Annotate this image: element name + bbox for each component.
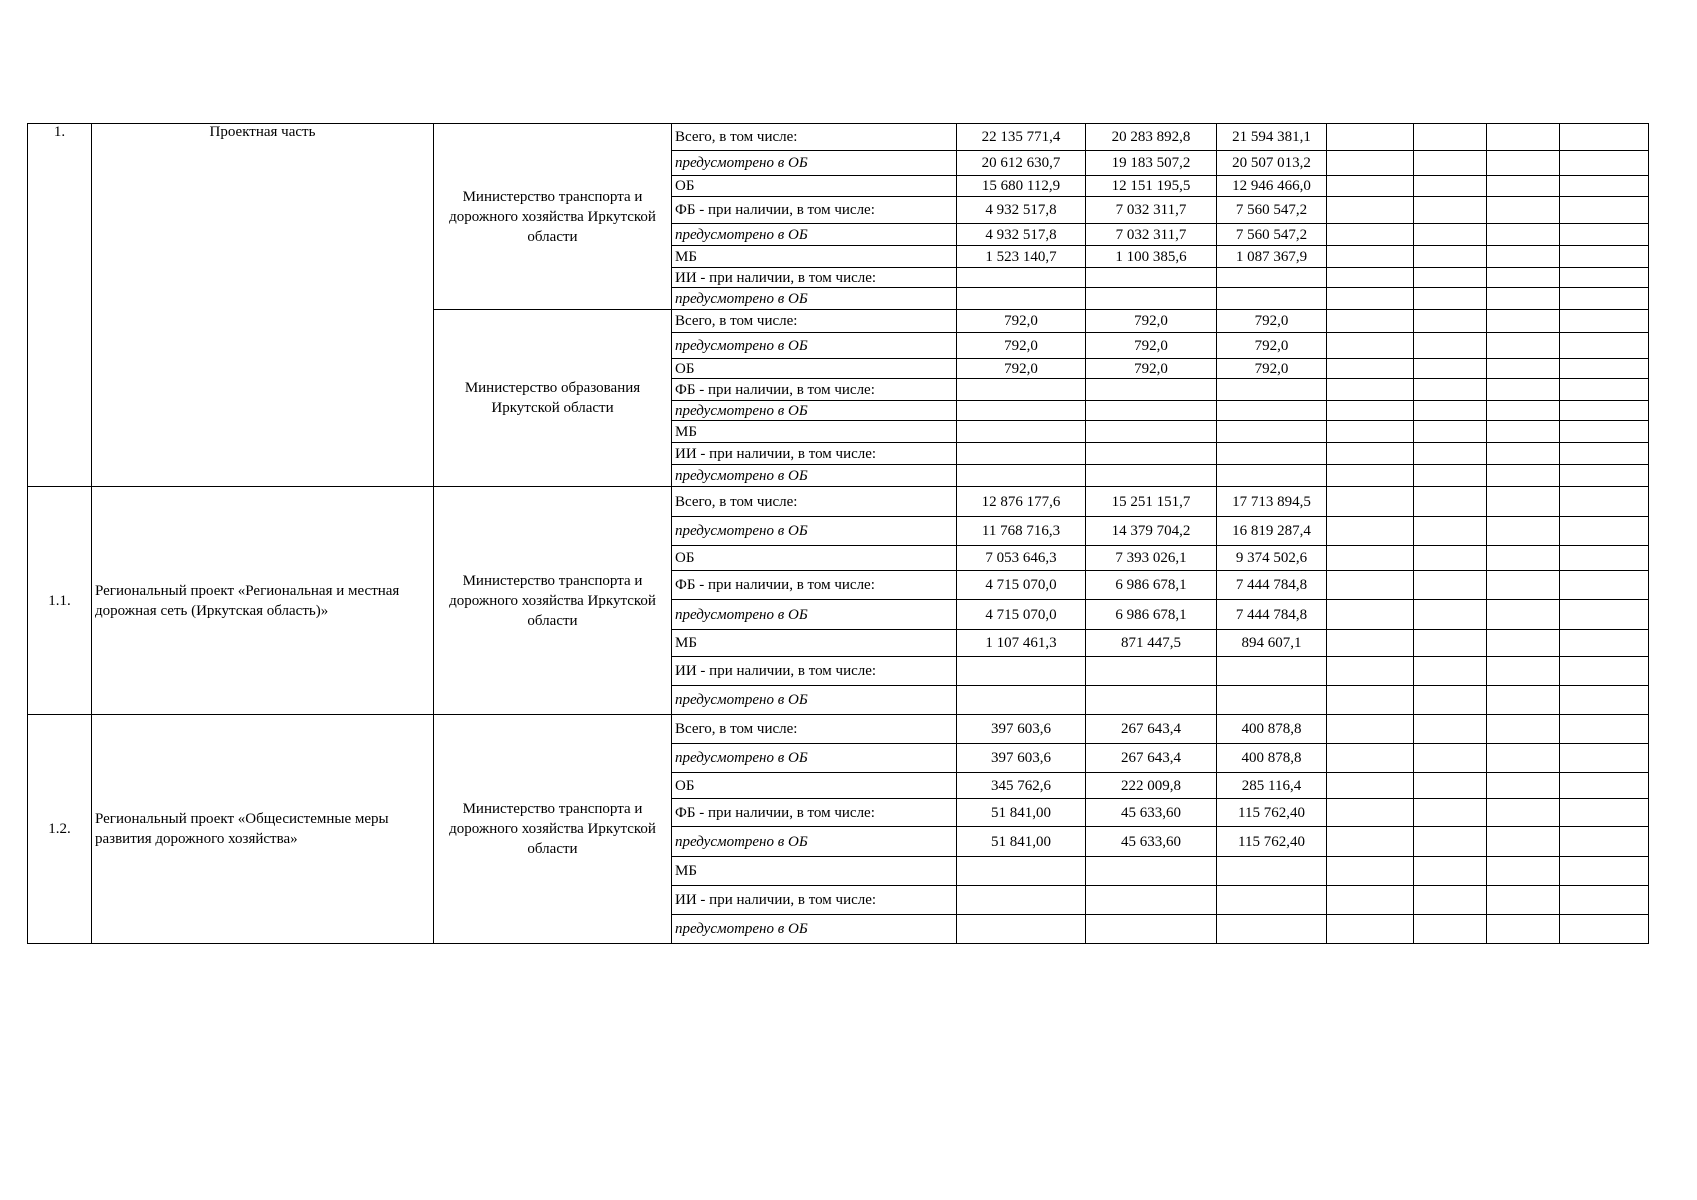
- funding-source-label: ФБ - при наличии, в том числе:: [672, 799, 957, 827]
- amount-cell: 894 607,1: [1217, 630, 1327, 657]
- empty-cell: [1327, 151, 1414, 176]
- funding-source-label: МБ: [672, 857, 957, 886]
- funding-source-label: ИИ - при наличии, в том числе:: [672, 443, 957, 465]
- empty-cell: [1327, 443, 1414, 465]
- empty-cell: [1327, 246, 1414, 268]
- amount-cell: 22 135 771,4: [957, 124, 1086, 151]
- amount-cell: 1 100 385,6: [1086, 246, 1217, 268]
- amount-cell: 792,0: [1217, 333, 1327, 359]
- empty-cell: [1414, 571, 1487, 600]
- amount-cell: 45 633,60: [1086, 827, 1217, 857]
- amount-cell: [1086, 443, 1217, 465]
- empty-cell: [1560, 715, 1649, 744]
- empty-cell: [1487, 124, 1560, 151]
- amount-cell: 9 374 502,6: [1217, 546, 1327, 571]
- amount-cell: [1217, 657, 1327, 686]
- amount-cell: [957, 886, 1086, 915]
- amount-cell: 1 107 461,3: [957, 630, 1086, 657]
- empty-cell: [1414, 333, 1487, 359]
- empty-cell: [1487, 546, 1560, 571]
- amount-cell: [957, 379, 1086, 401]
- empty-cell: [1560, 600, 1649, 630]
- funding-source-label: Всего, в том числе:: [672, 715, 957, 744]
- empty-cell: [1327, 915, 1414, 944]
- empty-cell: [1327, 224, 1414, 246]
- empty-cell: [1327, 715, 1414, 744]
- amount-cell: 267 643,4: [1086, 715, 1217, 744]
- empty-cell: [1487, 359, 1560, 379]
- amount-cell: 7 032 311,7: [1086, 197, 1217, 224]
- empty-cell: [1414, 401, 1487, 421]
- empty-cell: [1327, 288, 1414, 310]
- funding-source-label: предусмотрено в ОБ: [672, 333, 957, 359]
- amount-cell: [1086, 465, 1217, 487]
- amount-cell: [1217, 857, 1327, 886]
- amount-cell: [1217, 379, 1327, 401]
- empty-cell: [1414, 487, 1487, 517]
- empty-cell: [1414, 715, 1487, 744]
- empty-cell: [1414, 886, 1487, 915]
- amount-cell: 285 116,4: [1217, 773, 1327, 799]
- funding-source-label: Всего, в том числе:: [672, 310, 957, 333]
- empty-cell: [1414, 773, 1487, 799]
- empty-cell: [1487, 401, 1560, 421]
- amount-cell: [957, 686, 1086, 715]
- amount-cell: [1086, 379, 1217, 401]
- empty-cell: [1560, 465, 1649, 487]
- amount-cell: 792,0: [1217, 310, 1327, 333]
- empty-cell: [1560, 827, 1649, 857]
- responsible-executor: Министерство образования Иркутской области: [434, 310, 672, 487]
- empty-cell: [1560, 197, 1649, 224]
- empty-cell: [1487, 715, 1560, 744]
- amount-cell: 51 841,00: [957, 799, 1086, 827]
- empty-cell: [1414, 268, 1487, 288]
- empty-cell: [1414, 744, 1487, 773]
- funding-source-label: Всего, в том числе:: [672, 124, 957, 151]
- funding-source-label: предусмотрено в ОБ: [672, 151, 957, 176]
- amount-cell: 792,0: [957, 310, 1086, 333]
- amount-cell: 1 087 367,9: [1217, 246, 1327, 268]
- amount-cell: 20 283 892,8: [1086, 124, 1217, 151]
- empty-cell: [1327, 886, 1414, 915]
- empty-cell: [1327, 744, 1414, 773]
- empty-cell: [1560, 124, 1649, 151]
- funding-source-label: ФБ - при наличии, в том числе:: [672, 571, 957, 600]
- amount-cell: 792,0: [1086, 333, 1217, 359]
- empty-cell: [1560, 288, 1649, 310]
- empty-cell: [1487, 333, 1560, 359]
- empty-cell: [1560, 571, 1649, 600]
- amount-cell: [957, 443, 1086, 465]
- funding-source-label: предусмотрено в ОБ: [672, 686, 957, 715]
- empty-cell: [1487, 224, 1560, 246]
- amount-cell: 345 762,6: [957, 773, 1086, 799]
- amount-cell: 20 612 630,7: [957, 151, 1086, 176]
- empty-cell: [1487, 744, 1560, 773]
- empty-cell: [1327, 827, 1414, 857]
- empty-cell: [1487, 799, 1560, 827]
- empty-cell: [1487, 886, 1560, 915]
- empty-cell: [1487, 310, 1560, 333]
- empty-cell: [1414, 288, 1487, 310]
- amount-cell: 792,0: [957, 333, 1086, 359]
- empty-cell: [1560, 546, 1649, 571]
- amount-cell: 15 251 151,7: [1086, 487, 1217, 517]
- funding-source-label: предусмотрено в ОБ: [672, 744, 957, 773]
- empty-cell: [1327, 517, 1414, 546]
- empty-cell: [1414, 857, 1487, 886]
- amount-cell: 20 507 013,2: [1217, 151, 1327, 176]
- empty-cell: [1414, 686, 1487, 715]
- table-row: [28, 487, 1649, 517]
- empty-cell: [1560, 657, 1649, 686]
- empty-cell: [1327, 630, 1414, 657]
- empty-cell: [1327, 359, 1414, 379]
- amount-cell: [957, 268, 1086, 288]
- empty-cell: [1327, 197, 1414, 224]
- amount-cell: 6 986 678,1: [1086, 571, 1217, 600]
- empty-cell: [1327, 686, 1414, 715]
- amount-cell: 400 878,8: [1217, 715, 1327, 744]
- amount-cell: [1217, 421, 1327, 443]
- empty-cell: [1487, 268, 1560, 288]
- amount-cell: 12 876 177,6: [957, 487, 1086, 517]
- empty-cell: [1414, 246, 1487, 268]
- empty-cell: [1560, 773, 1649, 799]
- empty-cell: [1487, 857, 1560, 886]
- empty-cell: [1487, 487, 1560, 517]
- empty-cell: [1487, 686, 1560, 715]
- amount-cell: 7 560 547,2: [1217, 197, 1327, 224]
- amount-cell: 7 444 784,8: [1217, 571, 1327, 600]
- table-row: [28, 715, 1649, 744]
- amount-cell: 7 393 026,1: [1086, 546, 1217, 571]
- funding-source-label: предусмотрено в ОБ: [672, 827, 957, 857]
- empty-cell: [1560, 224, 1649, 246]
- empty-cell: [1560, 487, 1649, 517]
- amount-cell: 792,0: [1086, 310, 1217, 333]
- empty-cell: [1487, 246, 1560, 268]
- amount-cell: [1217, 886, 1327, 915]
- amount-cell: [1086, 886, 1217, 915]
- funding-source-label: предусмотрено в ОБ: [672, 915, 957, 944]
- amount-cell: 397 603,6: [957, 715, 1086, 744]
- amount-cell: [1086, 857, 1217, 886]
- funding-source-label: Всего, в том числе:: [672, 487, 957, 517]
- empty-cell: [1414, 443, 1487, 465]
- amount-cell: [1217, 915, 1327, 944]
- amount-cell: 4 715 070,0: [957, 600, 1086, 630]
- empty-cell: [1327, 176, 1414, 197]
- amount-cell: [957, 401, 1086, 421]
- amount-cell: [957, 288, 1086, 310]
- amount-cell: 21 594 381,1: [1217, 124, 1327, 151]
- empty-cell: [1414, 359, 1487, 379]
- empty-cell: [1414, 197, 1487, 224]
- amount-cell: [957, 915, 1086, 944]
- empty-cell: [1487, 657, 1560, 686]
- funding-source-label: ОБ: [672, 176, 957, 197]
- funding-source-label: МБ: [672, 421, 957, 443]
- empty-cell: [1560, 630, 1649, 657]
- empty-cell: [1414, 421, 1487, 443]
- amount-cell: 1 523 140,7: [957, 246, 1086, 268]
- amount-cell: 792,0: [957, 359, 1086, 379]
- amount-cell: 6 986 678,1: [1086, 600, 1217, 630]
- empty-cell: [1327, 379, 1414, 401]
- section-name: Региональный проект «Региональная и местная дорожная сеть (Иркутская область)»: [92, 487, 434, 715]
- empty-cell: [1414, 151, 1487, 176]
- funding-source-label: ИИ - при наличии, в том числе:: [672, 886, 957, 915]
- funding-source-label: предусмотрено в ОБ: [672, 465, 957, 487]
- empty-cell: [1414, 915, 1487, 944]
- amount-cell: [1217, 268, 1327, 288]
- table-body: [28, 124, 1649, 944]
- empty-cell: [1327, 600, 1414, 630]
- amount-cell: 7 560 547,2: [1217, 224, 1327, 246]
- empty-cell: [1327, 857, 1414, 886]
- empty-cell: [1487, 379, 1560, 401]
- funding-source-label: предусмотрено в ОБ: [672, 517, 957, 546]
- empty-cell: [1414, 124, 1487, 151]
- empty-cell: [1327, 546, 1414, 571]
- amount-cell: 19 183 507,2: [1086, 151, 1217, 176]
- amount-cell: 15 680 112,9: [957, 176, 1086, 197]
- amount-cell: 7 032 311,7: [1086, 224, 1217, 246]
- empty-cell: [1327, 401, 1414, 421]
- amount-cell: [1217, 401, 1327, 421]
- empty-cell: [1487, 571, 1560, 600]
- amount-cell: 400 878,8: [1217, 744, 1327, 773]
- empty-cell: [1414, 310, 1487, 333]
- amount-cell: 45 633,60: [1086, 799, 1217, 827]
- amount-cell: 792,0: [1217, 359, 1327, 379]
- empty-cell: [1327, 268, 1414, 288]
- funding-source-label: предусмотрено в ОБ: [672, 288, 957, 310]
- empty-cell: [1560, 443, 1649, 465]
- empty-cell: [1487, 197, 1560, 224]
- empty-cell: [1327, 310, 1414, 333]
- amount-cell: [1217, 288, 1327, 310]
- amount-cell: 115 762,40: [1217, 799, 1327, 827]
- amount-cell: 12 151 195,5: [1086, 176, 1217, 197]
- amount-cell: [1086, 288, 1217, 310]
- funding-source-label: ИИ - при наличии, в том числе:: [672, 657, 957, 686]
- empty-cell: [1414, 379, 1487, 401]
- empty-cell: [1327, 487, 1414, 517]
- section-name: Региональный проект «Общесистемные меры развития дорожного хозяйства»: [92, 715, 434, 944]
- empty-cell: [1487, 176, 1560, 197]
- empty-cell: [1560, 268, 1649, 288]
- funding-source-label: ОБ: [672, 546, 957, 571]
- amount-cell: 397 603,6: [957, 744, 1086, 773]
- amount-cell: [957, 465, 1086, 487]
- empty-cell: [1414, 657, 1487, 686]
- amount-cell: 4 715 070,0: [957, 571, 1086, 600]
- empty-cell: [1414, 465, 1487, 487]
- amount-cell: 51 841,00: [957, 827, 1086, 857]
- amount-cell: [957, 421, 1086, 443]
- funding-source-label: предусмотрено в ОБ: [672, 224, 957, 246]
- empty-cell: [1414, 600, 1487, 630]
- amount-cell: 12 946 466,0: [1217, 176, 1327, 197]
- section-number: 1.1.: [28, 487, 92, 715]
- funding-source-label: предусмотрено в ОБ: [672, 401, 957, 421]
- empty-cell: [1414, 799, 1487, 827]
- amount-cell: [957, 857, 1086, 886]
- empty-cell: [1327, 333, 1414, 359]
- empty-cell: [1560, 517, 1649, 546]
- responsible-executor: Министерство транспорта и дорожного хозяйства Иркутской области: [434, 487, 672, 715]
- empty-cell: [1327, 571, 1414, 600]
- section-name: Проектная часть: [92, 124, 434, 487]
- section-number: 1.2.: [28, 715, 92, 944]
- amount-cell: [1086, 421, 1217, 443]
- empty-cell: [1560, 401, 1649, 421]
- empty-cell: [1560, 246, 1649, 268]
- amount-cell: [1086, 915, 1217, 944]
- empty-cell: [1560, 744, 1649, 773]
- empty-cell: [1560, 799, 1649, 827]
- amount-cell: 4 932 517,8: [957, 224, 1086, 246]
- empty-cell: [1560, 915, 1649, 944]
- amount-cell: 17 713 894,5: [1217, 487, 1327, 517]
- empty-cell: [1327, 465, 1414, 487]
- empty-cell: [1487, 600, 1560, 630]
- empty-cell: [1487, 773, 1560, 799]
- empty-cell: [1487, 288, 1560, 310]
- amount-cell: [1086, 268, 1217, 288]
- amount-cell: 7 053 646,3: [957, 546, 1086, 571]
- empty-cell: [1560, 886, 1649, 915]
- funding-source-label: МБ: [672, 246, 957, 268]
- empty-cell: [1560, 310, 1649, 333]
- empty-cell: [1487, 151, 1560, 176]
- empty-cell: [1487, 827, 1560, 857]
- amount-cell: 792,0: [1086, 359, 1217, 379]
- amount-cell: [1217, 443, 1327, 465]
- funding-source-label: ФБ - при наличии, в том числе:: [672, 379, 957, 401]
- amount-cell: 4 932 517,8: [957, 197, 1086, 224]
- empty-cell: [1560, 379, 1649, 401]
- responsible-executor: Министерство транспорта и дорожного хозяйства Иркутской области: [434, 124, 672, 310]
- empty-cell: [1487, 517, 1560, 546]
- amount-cell: [1217, 465, 1327, 487]
- empty-cell: [1560, 151, 1649, 176]
- funding-source-label: предусмотрено в ОБ: [672, 600, 957, 630]
- table-row: [28, 124, 1649, 151]
- funding-source-label: ИИ - при наличии, в том числе:: [672, 268, 957, 288]
- responsible-executor: Министерство транспорта и дорожного хозяйства Иркутской области: [434, 715, 672, 944]
- empty-cell: [1414, 546, 1487, 571]
- amount-cell: 11 768 716,3: [957, 517, 1086, 546]
- empty-cell: [1327, 657, 1414, 686]
- empty-cell: [1560, 421, 1649, 443]
- funding-source-label: ОБ: [672, 359, 957, 379]
- amount-cell: [1217, 686, 1327, 715]
- empty-cell: [1414, 517, 1487, 546]
- amount-cell: [1086, 686, 1217, 715]
- section-number: 1.: [28, 124, 92, 487]
- amount-cell: [1086, 657, 1217, 686]
- empty-cell: [1487, 630, 1560, 657]
- empty-cell: [1414, 176, 1487, 197]
- amount-cell: 222 009,8: [1086, 773, 1217, 799]
- empty-cell: [1327, 124, 1414, 151]
- empty-cell: [1487, 465, 1560, 487]
- empty-cell: [1327, 773, 1414, 799]
- amount-cell: 115 762,40: [1217, 827, 1327, 857]
- empty-cell: [1487, 421, 1560, 443]
- empty-cell: [1414, 224, 1487, 246]
- empty-cell: [1560, 857, 1649, 886]
- empty-cell: [1414, 827, 1487, 857]
- empty-cell: [1327, 799, 1414, 827]
- empty-cell: [1327, 421, 1414, 443]
- empty-cell: [1560, 686, 1649, 715]
- budget-table: [27, 123, 1649, 944]
- amount-cell: 16 819 287,4: [1217, 517, 1327, 546]
- amount-cell: [1086, 401, 1217, 421]
- amount-cell: 267 643,4: [1086, 744, 1217, 773]
- amount-cell: [957, 657, 1086, 686]
- amount-cell: 871 447,5: [1086, 630, 1217, 657]
- funding-source-label: ФБ - при наличии, в том числе:: [672, 197, 957, 224]
- funding-source-label: ОБ: [672, 773, 957, 799]
- funding-source-label: МБ: [672, 630, 957, 657]
- amount-cell: 14 379 704,2: [1086, 517, 1217, 546]
- amount-cell: 7 444 784,8: [1217, 600, 1327, 630]
- empty-cell: [1560, 333, 1649, 359]
- empty-cell: [1487, 915, 1560, 944]
- empty-cell: [1560, 359, 1649, 379]
- empty-cell: [1487, 443, 1560, 465]
- empty-cell: [1560, 176, 1649, 197]
- empty-cell: [1414, 630, 1487, 657]
